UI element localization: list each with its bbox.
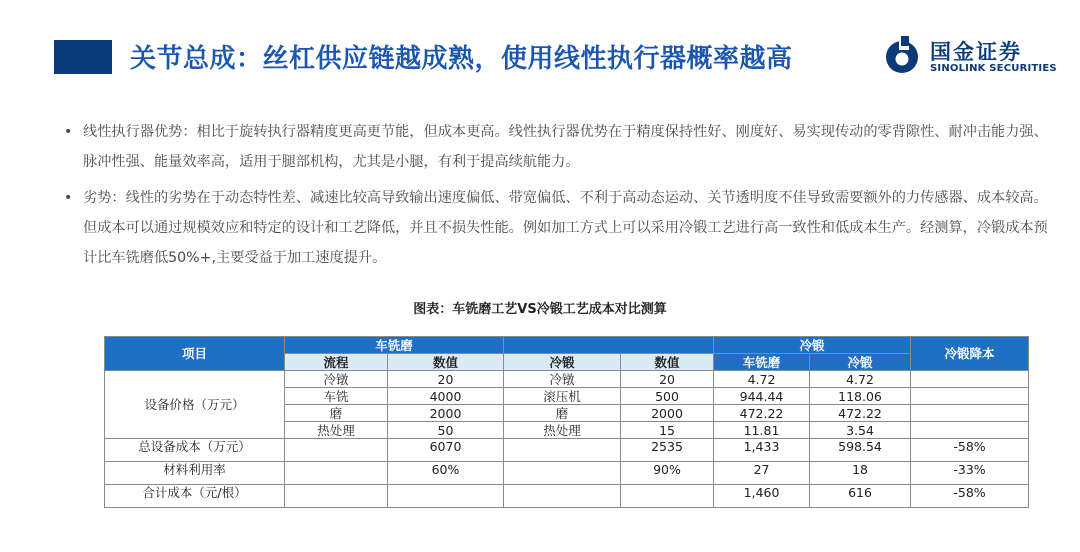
- table-cell: 1,433: [714, 439, 810, 462]
- table-cell: [621, 485, 714, 508]
- table-cell: 598.54: [810, 439, 911, 462]
- table-cell: [285, 439, 388, 462]
- table-cell: [388, 485, 504, 508]
- table-row: [105, 485, 1029, 508]
- table-cell: 2535: [621, 439, 714, 462]
- subheader-process: 流程: [285, 354, 388, 371]
- subheader-value: 数值: [388, 354, 504, 371]
- table-row: [105, 439, 1029, 462]
- table-cell: -58%: [911, 439, 1029, 462]
- table-row: [105, 462, 1029, 485]
- bullet-text: 线性执行器优势：相比于旋转执行器精度更高更节能，但成本更高。线性执行器优势在于精度保持性好、刚度好、易实现传动的零背隙性、耐冲击能力强、脉冲性强、能量效率高，适用于腿部机构，尤其是小腿，有利于提高续航能力。: [83, 124, 1048, 170]
- subheader-cold-forging: 冷锻: [810, 354, 911, 371]
- bullet-text: 劣势：线性的劣势在于动态特性差、减速比较高导致输出速度偏低、带宽偏低、不利于高动态运动、关节透明度不佳导致需要额外的力传感器、成本较高。但成本可以通过规模效应和特定的设计和工艺降低，并且不损失性能。例如加工方式上可以采用冷锻工艺进行高一致性和低成本生产。经测算，冷锻成本预计比车铣磨低50%+,主要受益于加工速度提升。: [83, 190, 1048, 266]
- row-label-total-cost: 合计成本（元/根）: [105, 485, 285, 508]
- table-cell: 15: [621, 422, 714, 439]
- table-cell: 944.44: [714, 388, 810, 405]
- table-cell: [504, 485, 621, 508]
- header-item: 项目: [105, 337, 285, 371]
- table-cell: 4.72: [810, 371, 911, 388]
- table-cell: 4000: [388, 388, 504, 405]
- table-cell: [504, 439, 621, 462]
- table-cell: 3.54: [810, 422, 911, 439]
- table-cell: [285, 485, 388, 508]
- table-cell: 磨: [504, 405, 621, 422]
- row-label-total-equipment-cost: 总设备成本（万元）: [105, 439, 285, 462]
- table-cell: 20: [388, 371, 504, 388]
- logo-english-name: SINOLINK SECURITIES: [930, 63, 1057, 74]
- header-group-turning-milling-grinding: 车铣磨: [285, 337, 504, 354]
- table-cell: 4.72: [714, 371, 810, 388]
- header-cost-reduction: 冷锻降本: [911, 337, 1029, 371]
- subheader-value: 数值: [621, 354, 714, 371]
- table-cell: 118.06: [810, 388, 911, 405]
- table-cell: -33%: [911, 462, 1029, 485]
- table-cell: 1,460: [714, 485, 810, 508]
- table-cell: [285, 462, 388, 485]
- table-cell: 500: [621, 388, 714, 405]
- table-cell: 20: [621, 371, 714, 388]
- bullet-marker: •: [64, 124, 73, 140]
- table-cell: 热处理: [504, 422, 621, 439]
- header-group-blank: [504, 337, 714, 354]
- bullet-disadvantages: [64, 183, 1054, 273]
- table-cell: [911, 422, 1029, 439]
- table-cell: 磨: [285, 405, 388, 422]
- table-row: [105, 371, 1029, 388]
- table-cell: [911, 371, 1029, 388]
- subheader-cold-forging: 冷锻: [504, 354, 621, 371]
- page-title: 关节总成：丝杠供应链越成熟，使用线性执行器概率越高: [130, 44, 793, 74]
- table-cell: [911, 405, 1029, 422]
- table-cell: 472.22: [810, 405, 911, 422]
- title-accent-block: [54, 40, 112, 74]
- table-cell: 滚压机: [504, 388, 621, 405]
- table-cell: -58%: [911, 485, 1029, 508]
- subheader-turning-milling-grinding: 车铣磨: [714, 354, 810, 371]
- sinolink-logo-icon: [882, 36, 922, 76]
- figure-caption: 图表：车铣磨工艺VS冷锻工艺成本对比测算: [413, 302, 667, 317]
- table-cell: 60%: [388, 462, 504, 485]
- bullet-advantages: [64, 117, 1054, 177]
- table-cell: 18: [810, 462, 911, 485]
- table-cell: 616: [810, 485, 911, 508]
- row-label-material-utilization: 材料利用率: [105, 462, 285, 485]
- table-cell: 冷镦: [504, 371, 621, 388]
- bullet-marker: •: [64, 190, 73, 206]
- table-cell: 热处理: [285, 422, 388, 439]
- row-label-equipment-price: 设备价格（万元）: [105, 371, 285, 439]
- table-cell: [504, 462, 621, 485]
- table-cell: 11.81: [714, 422, 810, 439]
- table-cell: 2000: [388, 405, 504, 422]
- table-cell: 车铣: [285, 388, 388, 405]
- header-group-cold-forging: 冷锻: [714, 337, 911, 354]
- table-cell: 2000: [621, 405, 714, 422]
- table-cell: 90%: [621, 462, 714, 485]
- logo-chinese-name: 国金证券: [930, 40, 1022, 64]
- company-logo: [882, 34, 1067, 80]
- table-cell: 472.22: [714, 405, 810, 422]
- table-cell: [911, 388, 1029, 405]
- table-cell: 冷镦: [285, 371, 388, 388]
- table-cell: 27: [714, 462, 810, 485]
- table-cell: 50: [388, 422, 504, 439]
- cost-comparison-table: [104, 336, 1029, 508]
- table-cell: 6070: [388, 439, 504, 462]
